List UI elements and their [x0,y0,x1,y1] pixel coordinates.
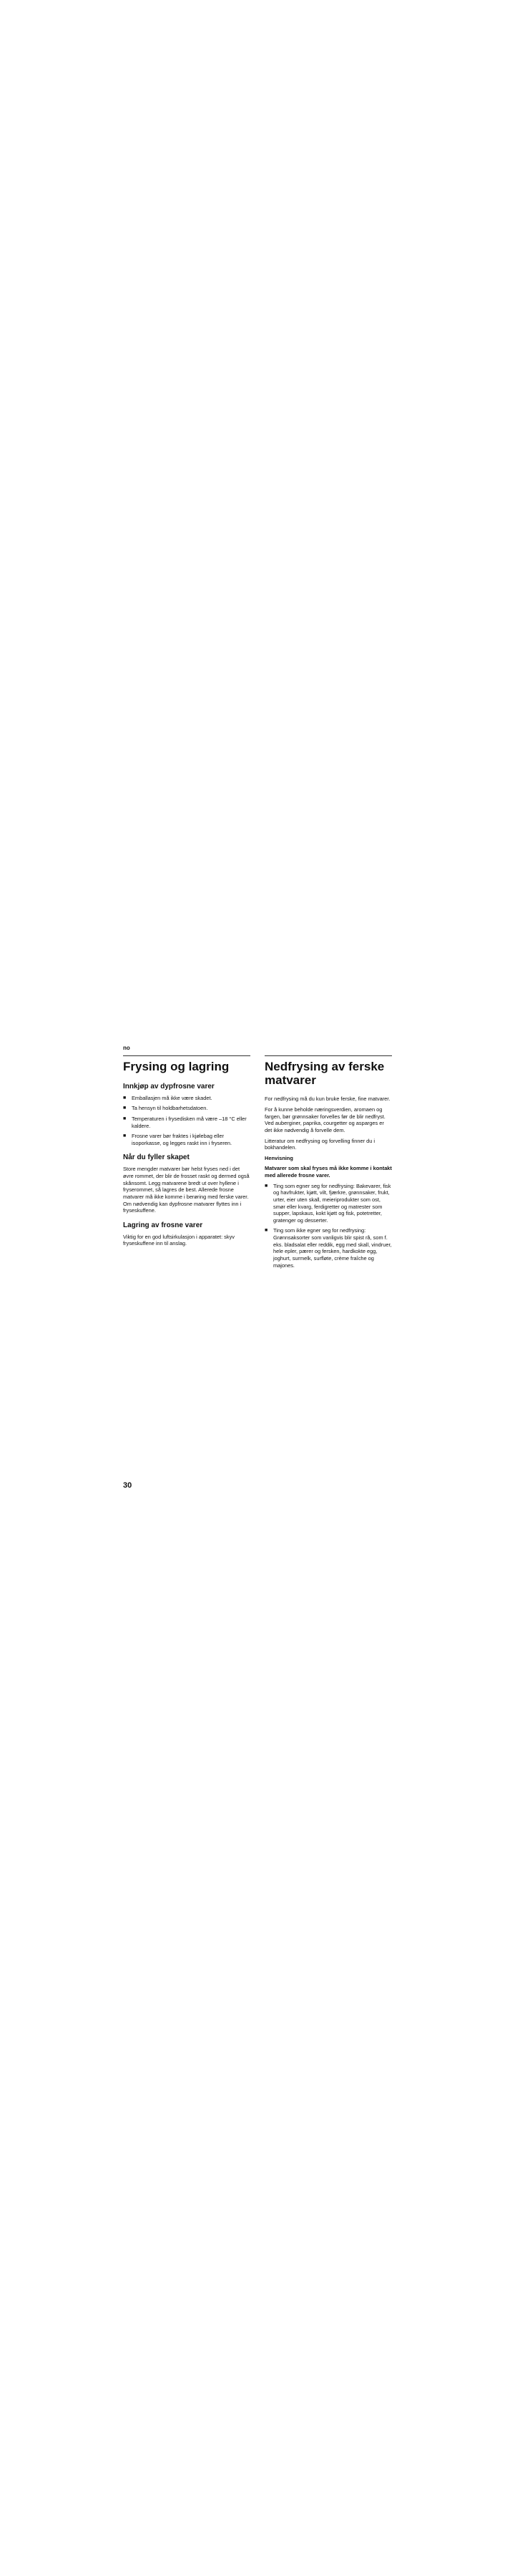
subheading-purchase: Innkjøp av dypfrosne varer [123,1082,215,1091]
right-column [265,1055,392,1273]
list-item: ■ Temperaturen i frysedisken må være –18 °C eller kaldere. [123,1115,247,1129]
bullet-icon: ■ [265,1183,268,1189]
filling-text: Store mengder matvarer bør helst fryses ned i det øvre rommet, der blir de frosset raskt og dermed også skånsomt. Legg matvarene bredt ut over hyllene i fryserommet, så lagres de best. Allerede frosne matvarer må ikke komme i berøring med ferske varer. Om nødvendig kan dypfrosne matvarer flyttes inn i fryseskuffene. [123,1166,250,1214]
list-item: ■ Ting som ikke egner seg for nedfrysing: Grønnsaksorter som vanligvis blir spist rå, som f. eks. bladsalat eller reddik, egg med skall, vindruer, hele epler, pærer og fersken, hardkokte egg, joghurt, surmelk, surfløte, crème fraîche og majones. [265,1227,392,1269]
paragraph: For å kunne beholde næringsverdien, aromaen og fargen, bør grønnsaker forvelles før de blir nedfryst. Ved auberginer, paprika, courgetter og asparges er det ikke nødvendig å forvelle dem. [265,1106,386,1133]
paragraph: Litteratur om nedfrysing og forvelling finner du i bokhandelen. [265,1137,376,1151]
list-item: ■ Emballasjen må ikke være skadet. [123,1094,212,1101]
bullet-icon: ■ [123,1095,127,1101]
purchase-list [123,1095,250,1147]
subheading-filling: Når du fyller skapet [123,1153,190,1162]
language-code: no [123,1045,130,1051]
list-item: ■ Ting som egner seg for nedfrysing: Bakevarer, fisk og havfrukter, kjøtt, vilt, fjærkre, grønnsaker, frukt, urter, eier uten skall, meieriprodukter som ost, smør eller kvarg, ferdigretter og matrester som supper, lapskaus, kokt kjøtt og fisk, potetretter, gratenger og desserter. [265,1182,391,1224]
section-title: Nedfrysing av ferske matvarer [265,1060,385,1087]
note-text: Matvarer som skal fryses må ikke komme i kontakt med allerede frosne varer. [265,1165,392,1179]
bullet-icon: ■ [123,1133,127,1139]
storage-text: Viktig for en god luftsirkulasjon i apparatet: skyv fryseskuffene inn til anslag. [123,1233,235,1247]
section-title: Frysing og lagring [123,1060,230,1073]
page-number: 30 [123,1481,132,1490]
left-column [123,1055,250,1251]
note-heading: Henvisning [265,1154,293,1161]
bullet-icon: ■ [123,1116,127,1121]
bullet-icon: ■ [265,1228,268,1234]
bullet-icon: ■ [123,1106,127,1111]
column-rule [265,1055,392,1056]
list-item: ■ Ta hensyn til holdbarhetsdatoen. [123,1105,208,1112]
list-item: ■ Frosne varer bør fraktes i kjølebag eller isoporkasse, og legges raskt inn i fryseren. [123,1133,232,1146]
paragraph: For nedfrysing må du kun bruke ferske, fine matvarer. [265,1096,391,1103]
column-rule [123,1055,250,1056]
subheading-storage: Lagring av frosne varer [123,1221,203,1229]
suitability-list [265,1183,392,1269]
